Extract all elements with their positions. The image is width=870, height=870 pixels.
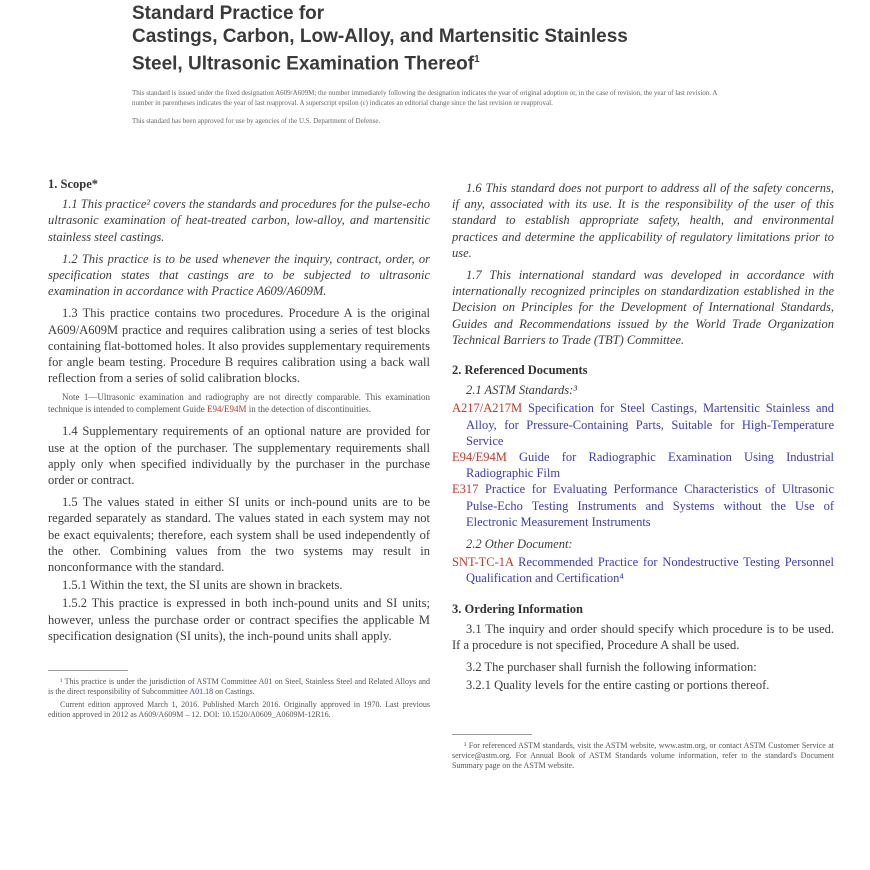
reference-title-link[interactable]: Guide for Radiographic Examination Using Industrial Radiographic Film <box>466 450 834 481</box>
paragraph-1-1: 1.1 This practice² covers the standards and procedures for the pulse-echo ultrasonic examination of heat-treated carbon, low-alloy, and martensitic stainless steel castings. <box>48 197 430 244</box>
footnote-1-link[interactable]: A01.18 <box>189 687 214 697</box>
title-line-1: Standard Practice for <box>132 3 325 24</box>
title-line-3: Steel, Ultrasonic Examination Thereof$^1$ <box>132 53 480 75</box>
referenced-documents-heading: 2. Referenced Documents <box>452 363 588 378</box>
paragraph-1-4: 1.4 Supplementary requirements of an optional nature are provided for use at the option of the purchaser. The supplementary requirements shall apply only when specified individually by the purchaser in the purchase order or contract. <box>48 424 430 488</box>
reference-title-link[interactable]: Recommended Practice for Nondestructive Testing Personnel Qualification and Certification⁴ <box>466 555 834 586</box>
reference-item <box>452 400 834 449</box>
reference-title-link[interactable]: Practice for Evaluating Performance Characteristics of Ultrasonic Pulse-Echo Testing Instruments and Systems without the Use of Electronic Measurement Instruments <box>466 482 834 529</box>
reference-item <box>452 481 834 530</box>
title-footnote-marker: 1 <box>474 54 480 65</box>
note-1-link[interactable]: E94/E94M <box>206 403 247 414</box>
scope-heading: 1. Scope* <box>48 177 98 191</box>
paragraph-1-5-1: 1.5.1 Within the text, the SI units are shown in brackets. <box>62 578 343 593</box>
astm-standards-label: 2.1 ASTM Standards:³ <box>466 383 578 398</box>
paragraph-1-5-2: 1.5.2 This practice is expressed in both inch-pound units and SI units; however, unless the purchase order or contract specifies the applicable M specification designation (SI units), the inch-pound units shall apply. <box>48 596 430 643</box>
title-line-2: Castings, Carbon, Low-Alloy, and Martensitic Stainless <box>132 26 628 47</box>
document-title <box>132 2 752 75</box>
reference-title-link[interactable]: Specification for Steel Castings, Martensitic Stainless and Alloy, for Pressure-Containing Parts, Suitable for High-Temperature Service <box>466 401 834 448</box>
footnote-divider <box>452 734 532 735</box>
note-1: Note 1—Ultrasonic examination and radiography are not directly comparable. This examination technique is intended to complement Guide E94/E94M in the detection of discontinuities. <box>48 392 430 414</box>
preamble-dod-note: This standard has been approved for use by agencies of the U.S. Department of Defense. <box>132 117 381 125</box>
footnote-2: Current edition approved March 1, 2016. Published March 2016. Originally approved in 1970. Last previous edition approved in 2012 as A609/A609M – 12. DOI: 10.1520/A0609_A0609M-12R16. <box>48 700 430 720</box>
paragraph-1-3: 1.3 This practice contains two procedures. Procedure A is the original A609/A609M practice and requires calibration using a series of test blocks containing flat-bottomed holes. It also provides supplementary requirements for angle beam testing. Procedure B requires calibration using a back wall reflection from a series of solid calibration blocks. <box>48 306 430 386</box>
left-column <box>48 176 430 723</box>
right-column <box>452 180 834 774</box>
paragraph-3-2: 3.2 The purchaser shall furnish the following information: <box>466 660 757 675</box>
footnote-3: ³ For referenced ASTM standards, visit the ASTM website, www.astm.org, or contact ASTM Customer Service at service@astm.org. For Annual Book of ASTM Standards volume information, refer to the standard's Document Summary page on the ASTM website. <box>452 740 834 770</box>
ordering-information-heading: 3. Ordering Information <box>452 601 583 616</box>
other-document-label: 2.2 Other Document: <box>466 537 573 552</box>
reference-code-link[interactable]: E317 <box>452 482 479 497</box>
reference-item <box>452 449 834 481</box>
footnote-divider <box>48 670 128 671</box>
reference-code-link[interactable]: SNT-TC-1A <box>452 555 514 570</box>
footnote-1: ¹ This practice is under the jurisdiction of ASTM Committee A01 on Steel, Stainless Steel and Related Alloys and is the direct responsibility of Subcommittee A01.18 on Castings. <box>48 677 430 697</box>
paragraph-1-6: 1.6 This standard does not purport to address all of the safety concerns, if any, associated with its use. It is the responsibility of the user of this standard to establish appropriate safety, health, and environmental practices and determine the applicability of regulatory limitations prior to use. <box>452 181 834 260</box>
paragraph-1-5: 1.5 The values stated in either SI units or inch-pound units are to be regarded separately as standard. The values stated in each system may not be exact equivalents; therefore, each system shall be used independently of the other. Combining values from the two systems may result in nonconformance with the standard. <box>48 495 430 575</box>
paragraph-1-2: 1.2 This practice is to be used whenever the inquiry, contract, order, or specification states that castings are to be subjected to ultrasonic examination in accordance with Practice A609/A609M. <box>48 251 430 299</box>
paragraph-3-1: 3.1 The inquiry and order should specify which procedure is to be used. If a procedure is not specified, Procedure A shall be used. <box>452 621 834 653</box>
preamble-designation-note: This standard is issued under the fixed designation A609/A609M; the number immediately following the designation indicates the year of original adoption or, in the case of revision, the year of last revision. A number in parentheses indicates the year of last reapproval. A superscript epsilon (ε) indicates an editorial change since the last revision or reapproval. <box>132 89 718 107</box>
reference-code-link[interactable]: E94/E94M <box>452 450 507 465</box>
reference-code-link[interactable]: A217/A217M <box>452 401 523 416</box>
reference-item <box>452 554 834 586</box>
paragraph-3-2-1: 3.2.1 Quality levels for the entire casting or portions thereof. <box>466 678 770 693</box>
paragraph-1-7: 1.7 This international standard was developed in accordance with internationally recognized principles on standardization established in the Decision on Principles for the Development of International Standards, Guides and Recommendations issued by the World Trade Organization Technical Barriers to Trade (TBT) Committee. <box>452 268 834 347</box>
preamble <box>132 88 732 134</box>
